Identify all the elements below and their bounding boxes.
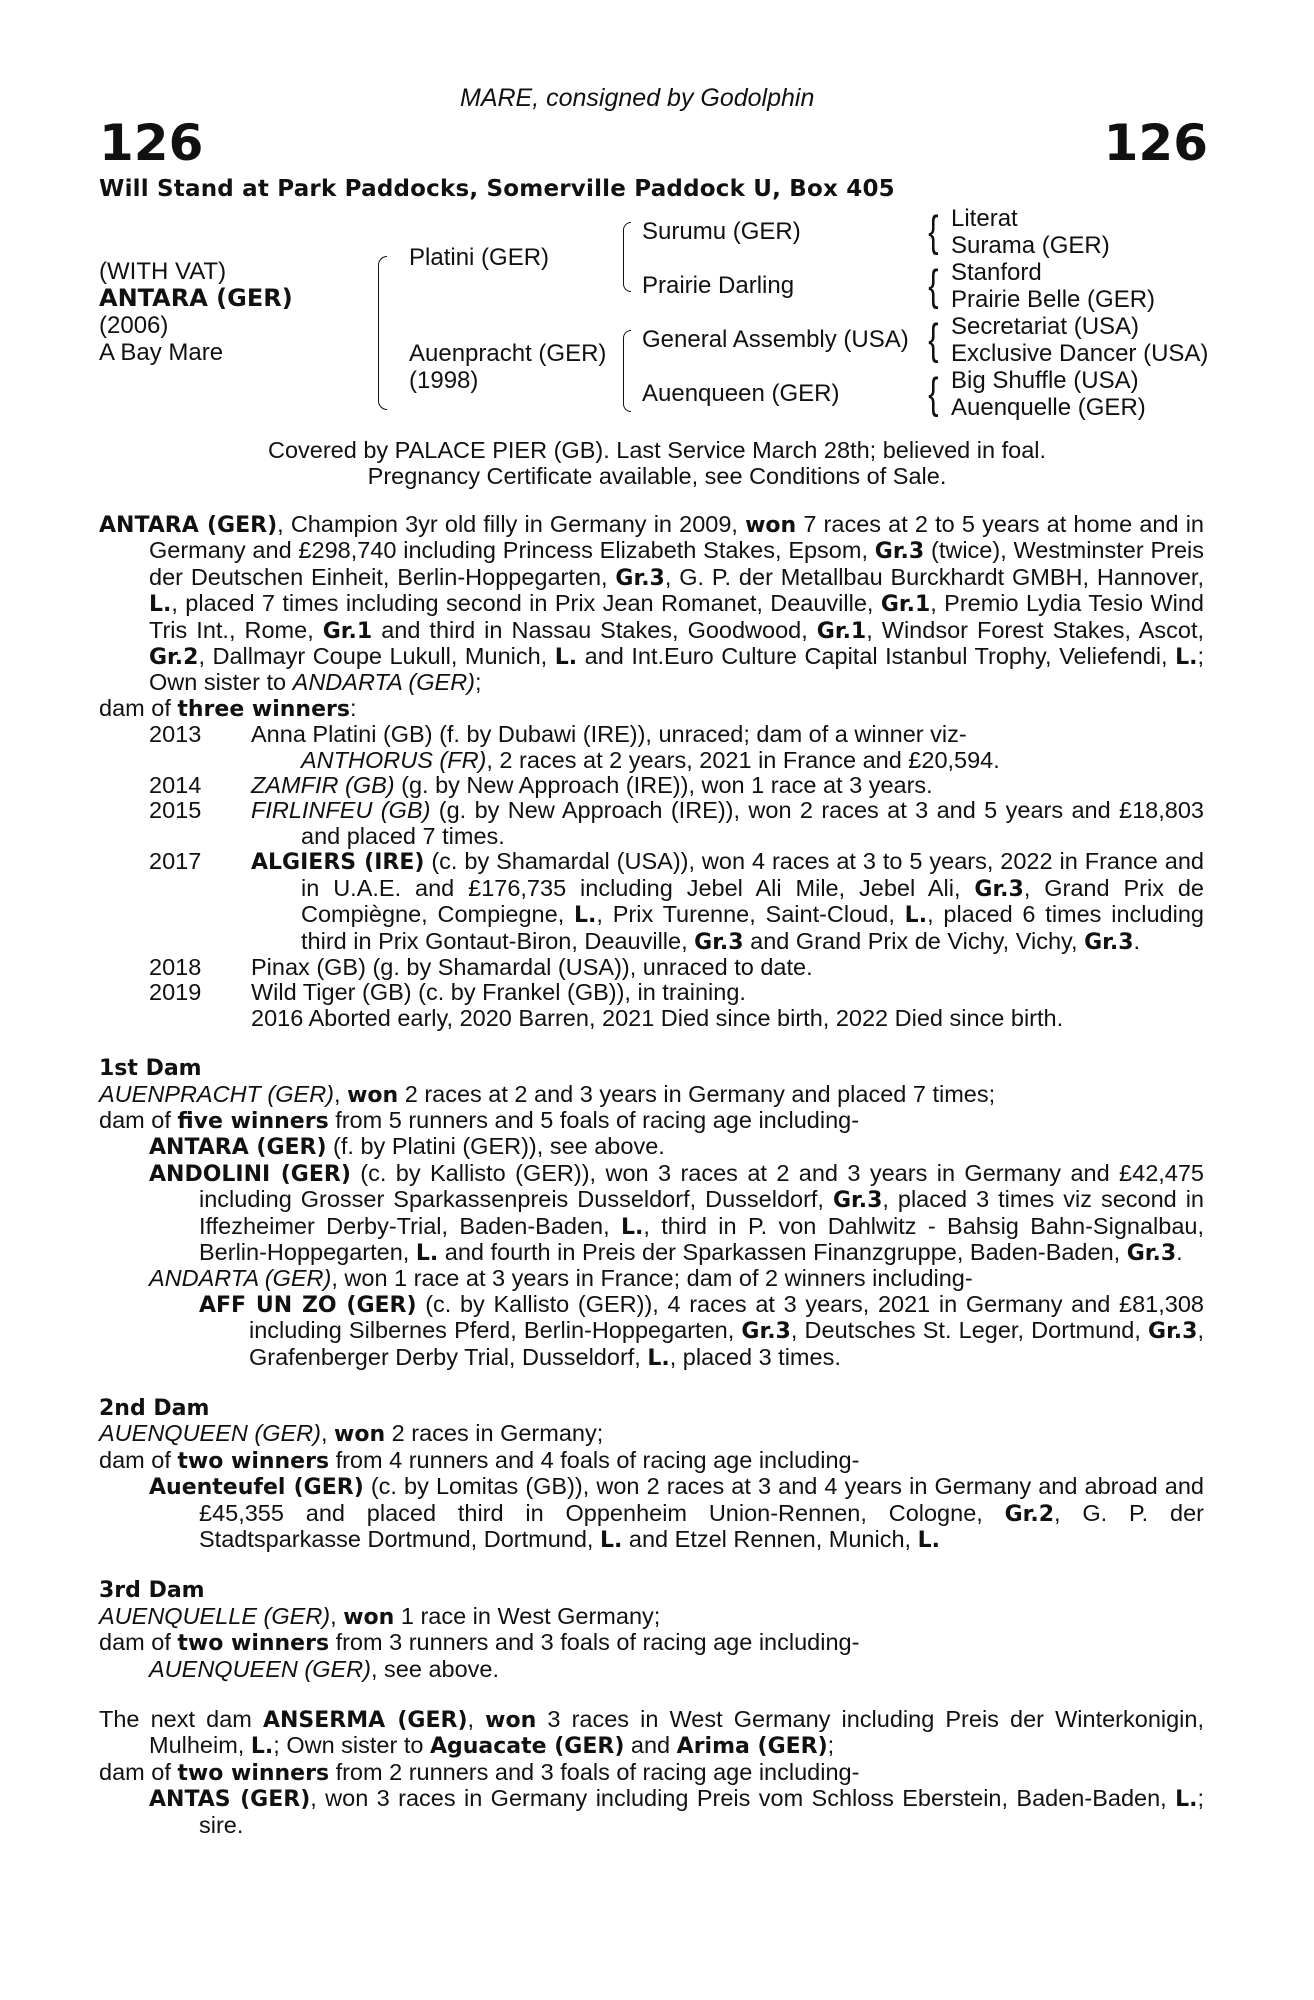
produce-row-sub: ANTHORUS (FR), 2 races at 2 years, 2021 in France and £20,594. — [301, 746, 1000, 773]
next-dam-produce-line: dam of two winners from 2 runners and 3 foals of racing age including- — [99, 1758, 860, 1786]
covered-line: Covered by PALACE PIER (GB). Last Service March 28th; believed in foal. — [267, 437, 1047, 463]
pedigree-bracket-gen1 — [378, 256, 387, 410]
second-dam-foal-auenteufel: Auenteufel (GER) (c. by Lomitas (GB)), won 2 races at 3 and 4 years in Germany and abroad and £45,355 and placed third in Oppenheim Union-Rennen, Cologne, Gr.2, G. P. der Stadtsparkasse Dortmund, Dortmund, L. and Etzel Rennen, Munich, L. — [149, 1473, 1204, 1554]
pregnancy-line: Pregnancy Certificate available, see Conditions of Sale. — [367, 463, 947, 489]
gen3-ddd: Auenquelle (GER) — [951, 394, 1146, 421]
lot-number-left: 126 — [99, 114, 204, 172]
horse-year: (2006) — [99, 312, 169, 339]
produce-row: 2017 ALGIERS (IRE) (c. by Shamardal (USA)), won 4 races at 3 to 5 years, 2022 in France and in U.A.E. and £176,735 including Jebel Ali Mile, Jebel Ali, Gr.3, Grand Prix de Compiègne, Compiegne, L., Prix Turenne, Saint-Cloud, L., placed 6 times including third in Prix Gontaut-Biron, Deauville, Gr.3 and Grand Prix de Vichy, Vichy, Gr.3. — [149, 848, 1204, 955]
gen3-dds: Big Shuffle (USA) — [951, 367, 1139, 394]
second-dam-heading: 2nd Dam — [99, 1396, 210, 1421]
pedigree-brace-3: { — [928, 315, 939, 364]
pedigree-bracket-dam-side — [623, 330, 631, 412]
dam-dam: Auenqueen (GER) — [642, 380, 840, 407]
gen3-ssd: Surama (GER) — [951, 232, 1110, 259]
produce-note: 2016 Aborted early, 2020 Barren, 2021 Died since birth, 2022 Died since birth. — [251, 1004, 1064, 1031]
horse-name: ANTARA (GER) — [99, 284, 293, 312]
lot-number-right: 126 — [1103, 114, 1208, 172]
second-dam-produce-line: dam of two winners from 4 runners and 4 foals of racing age including- — [99, 1446, 860, 1474]
pedigree-brace-1: { — [928, 207, 939, 256]
first-dam-line: AUENPRACHT (GER), won 2 races at 2 and 3 years in Germany and placed 7 times; — [99, 1080, 996, 1108]
consignor-line: MARE, consigned by Godolphin — [460, 84, 815, 112]
dam-of-line: dam of three winners: — [99, 694, 357, 722]
next-dam-foal-antas: ANTAS (GER), won 3 races in Germany including Preis vom Schloss Eberstein, Baden-Baden, L.; sire. — [149, 1785, 1204, 1838]
produce-row: 2015 FIRLINFEU (GB) (g. by New Approach (IRE)), won 2 races at 3 and 5 years and £18,803 and placed 7 times. — [149, 797, 1204, 849]
horse-description: A Bay Mare — [99, 339, 224, 366]
first-dam-foal-antara: ANTARA (GER) (f. by Platini (GER)), see above. — [149, 1133, 665, 1161]
gen3-sds: Stanford — [951, 259, 1042, 286]
vat-note: (WITH VAT) — [99, 258, 227, 285]
produce-row: 2014 ZAMFIR (GB) (g. by New Approach (IRE)), won 1 race at 3 years. — [149, 772, 933, 799]
produce-row: 2013 Anna Platini (GB) (f. by Dubawi (IRE)), unraced; dam of a winner viz- — [149, 721, 967, 748]
first-dam-foal-andolini: ANDOLINI (GER) (c. by Kallisto (GER)), won 3 races at 2 and 3 years in Germany and £42,475 including Grosser Sparkassenpreis Dusseldorf, Dusseldorf, Gr.3, placed 3 times viz second in Iffezheimer Derby-Trial, Baden-Baden, L., third in P. von Dahlwitz - Bahsig Bahn-Signalbau, Berlin-Hoppegarten, L. and fourth in Preis der Sparkassen Finanzgruppe, Baden-Baden, Gr.3. — [149, 1159, 1205, 1266]
first-dam-foal-andarta: ANDARTA (GER), won 1 race at 3 years in France; dam of 2 winners including- — [149, 1265, 973, 1292]
pedigree-bracket-sire-side — [623, 222, 631, 292]
dam-name: Auenpracht (GER) — [409, 340, 607, 367]
third-dam-heading: 3rd Dam — [99, 1578, 205, 1604]
next-dam-paragraph: The next dam ANSERMA (GER), won 3 races in West Germany including Preis der Winterkonigin, Mulheim, L.; Own sister to Aguacate (GER) and Arima (GER); — [99, 1706, 1205, 1760]
dam-year: (1998) — [409, 367, 479, 394]
main-horse-name: ANTARA (GER) — [99, 513, 278, 538]
sire-name: Platini (GER) — [409, 244, 550, 271]
pedigree-brace-2: { — [928, 261, 939, 310]
stand-location: Will Stand at Park Paddocks, Somerville Paddock U, Box 405 — [99, 176, 895, 202]
catalogue-body — [99, 512, 1204, 1838]
first-dam-produce-line: dam of five winners from 5 runners and 5 foals of racing age including- — [99, 1106, 860, 1134]
gen3-sdd: Prairie Belle (GER) — [951, 286, 1156, 313]
produce-row: 2019 Wild Tiger (GB) (c. by Frankel (GB)), in training. — [149, 979, 746, 1006]
gen3-sss: Literat — [951, 205, 1018, 232]
main-paragraph: ANTARA (GER), Champion 3yr old filly in Germany in 2009, won 7 races at 2 to 5 years at home and in Germany and £298,740 including Princess Elizabeth Stakes, Epsom, Gr.3 (twice), Westminster Preis der Deutschen Einheit, Berlin-Hoppegarten, Gr.3, G. P. der Metallbau Burckhardt GMBH, Hannover, L., placed 7 times including second in Prix Jean Romanet, Deauville, Gr.1, Premio Lydia Tesio Wind Tris Int., Rome, Gr.1 and third in Nassau Stakes, Goodwood, Gr.1, Windsor Forest Stakes, Ascot, Gr.2, Dallmayr Coupe Lukull, Munich, L. and Int.Euro Culture Capital Istanbul Trophy, Veliefendi, L.; Own sister to ANDARTA (GER); — [99, 511, 1205, 696]
dam-sire: General Assembly (USA) — [642, 326, 909, 353]
third-dam-foal-auenqueen: AUENQUEEN (GER), see above. — [149, 1655, 500, 1682]
gen3-dsd: Exclusive Dancer (USA) — [951, 340, 1209, 367]
second-dam-line: AUENQUEEN (GER), won 2 races in Germany; — [99, 1420, 604, 1448]
sire-dam: Prairie Darling — [642, 272, 795, 299]
third-dam-produce-line: dam of two winners from 3 runners and 3 foals of racing age including- — [99, 1629, 860, 1657]
first-dam-heading: 1st Dam — [99, 1056, 202, 1082]
andarta-foal-aff-un-zo: AFF UN ZO (GER) (c. by Kallisto (GER)), 4 races at 3 years, 2021 in Germany and £81,308 including Silbernes Pferd, Berlin-Hoppegarten, Gr.3, Deutsches St. Leger, Dortmund, Gr.3, Grafenberger Derby Trial, Dusseldorf, L., placed 3 times. — [199, 1290, 1204, 1371]
sire-sire: Surumu (GER) — [642, 218, 801, 245]
gen3-dss: Secretariat (USA) — [951, 313, 1140, 340]
pedigree-brace-4: { — [928, 369, 939, 418]
produce-row: 2018 Pinax (GB) (g. by Shamardal (USA)), unraced to date. — [149, 953, 813, 980]
third-dam-line: AUENQUELLE (GER), won 1 race in West Germany; — [99, 1602, 661, 1630]
